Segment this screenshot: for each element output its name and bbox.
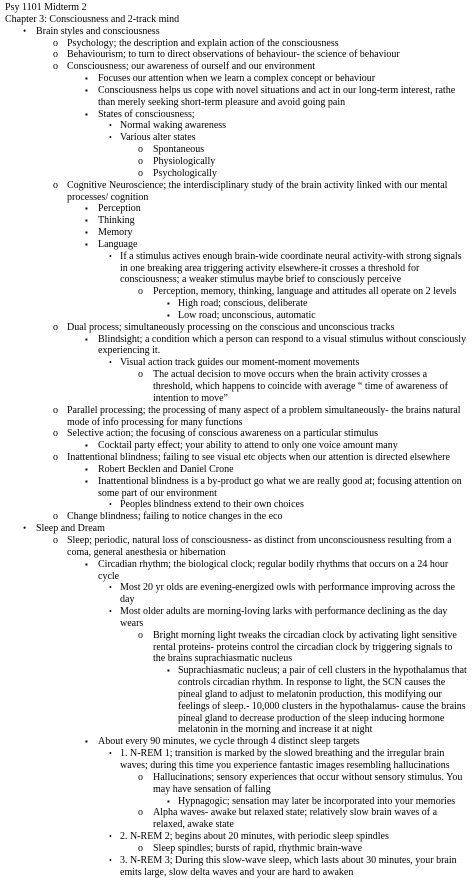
outline-item: [5, 476, 467, 500]
outline-item: [5, 405, 467, 429]
bullet-marker: ▪: [167, 299, 170, 309]
outline-item-text: About every 90 minutes, we cycle through 4 distinct sleep targets: [98, 736, 360, 748]
outline-item: [5, 535, 467, 559]
bullet-marker: ▪: [85, 737, 88, 747]
outline-item: [5, 49, 467, 61]
bullet-marker: •: [109, 832, 112, 842]
outline-item: [5, 855, 467, 878]
bullet-marker: •: [109, 583, 112, 593]
outline-item: [5, 85, 467, 109]
outline-item-text: Most older adults are morning-loving larks with performance declining as the day wears: [120, 606, 448, 629]
outline-item: [5, 26, 467, 38]
bullet-marker: •: [109, 749, 112, 759]
outline-item: [5, 227, 467, 239]
bullet-marker: o: [138, 167, 143, 179]
bullet-marker: •: [109, 607, 112, 617]
outline-item-text: 2. N-REM 2; begins about 20 minutes, with periodic sleep spindles: [120, 831, 389, 843]
outline-item-text: If a stimulus actives enough brain-wide coordinate neural activity-with strong signals in one breaking area triggering activity elsewhere-it crosses a threshold for consciousness; a weaker stimulus maybe brief to consciously perceive: [120, 250, 462, 286]
outline-item-text: 3. N-REM 3; During this slow-wave sleep, which lasts about 30 minutes, your brain emits large, slow delta waves and your are hard to awaken: [120, 854, 457, 878]
outline-item-text: High road; conscious, deliberate: [178, 298, 308, 310]
outline-item: [5, 215, 467, 227]
bullet-marker: o: [53, 452, 58, 464]
outline-item: [5, 428, 467, 440]
document-title: Psy 1101 Midterm 2: [5, 2, 87, 13]
outline-item: [5, 38, 467, 50]
bullet-marker: o: [138, 155, 143, 167]
outline-item: [5, 796, 467, 808]
bullet-marker: o: [53, 179, 58, 191]
outline-item: [5, 807, 467, 831]
outline-item-text: Change blindness; failing to notice changes in the eco: [67, 511, 283, 523]
bullet-marker: ▪: [85, 228, 88, 238]
bullet-marker: o: [53, 61, 58, 73]
outline-item-text: Memory: [98, 227, 133, 239]
outline-item: [5, 748, 467, 772]
outline-item-text: Physiologically: [153, 155, 216, 167]
outline-item: [5, 180, 467, 204]
bullet-marker: •: [109, 855, 112, 865]
outline-item: [5, 559, 467, 583]
outline-list: [5, 26, 467, 878]
outline-item-text: Sleep and Dream: [36, 523, 105, 535]
outline-item-text: Parallel processing; the processing of many aspect of a problem simultaneously- the brains natural mode of info processing for many functions: [67, 404, 461, 428]
outline-item: [5, 511, 467, 523]
bullet-marker: •: [109, 251, 112, 261]
outline-item-text: Dual process; simultaneously processing on the conscious and unconscious tracks: [67, 321, 395, 333]
outline-item-text: Consciousness; our awareness of ourself and our environment: [67, 61, 315, 73]
bullet-marker: •: [109, 358, 112, 368]
chapter-heading: Chapter 3: Consciousness and 2-track mind: [5, 13, 180, 25]
outline-item-text: Hallucinations; sensory experiences that occur without sensory stimulus. You may have sensation of falling: [153, 771, 463, 795]
outline-item-text: Cognitive Neuroscience; the interdisciplinary study of the brain activity linked with our mental processes/ cognition: [67, 179, 448, 203]
bullet-marker: o: [138, 286, 143, 298]
outline-item-text: 1. N-REM 1; transition is marked by the slowed breathing and the irregular brain waves; during this time you experience fantastic images resembling hallucinations: [120, 748, 450, 771]
outline-item-text: States of consciousness;: [98, 108, 195, 120]
outline-item: [5, 61, 467, 73]
bullet-marker: o: [53, 511, 58, 523]
outline-item-text: Inattentional blindness is a by-product go what we are really good at; focusing attention on some part of our environment: [98, 475, 462, 499]
outline-item: [5, 582, 467, 606]
outline-item-text: Sleep; periodic, natural loss of consciousness- as distinct from unconsciousness resulting from a coma, general anesthesia or hibernation: [67, 534, 452, 558]
outline-item: [5, 630, 467, 666]
bullet-marker: o: [53, 404, 58, 416]
bullet-marker: o: [138, 629, 143, 641]
bullet-marker: •: [23, 25, 27, 36]
bullet-marker: ▪: [85, 464, 88, 474]
bullet-marker: ▪: [85, 559, 88, 569]
outline-item-text: Language: [98, 238, 138, 250]
outline-item: [5, 322, 467, 334]
bullet-marker: o: [138, 771, 143, 783]
outline-item: [5, 464, 467, 476]
bullet-marker: o: [53, 49, 58, 61]
outline-item: [5, 239, 467, 251]
outline-item: [5, 310, 467, 322]
bullet-marker: o: [53, 428, 58, 440]
bullet-marker: ▪: [85, 334, 88, 344]
outline-item-text: Perception, memory, thinking, language and attitudes all operate on 2 levels: [153, 286, 457, 298]
outline-item: [5, 736, 467, 748]
outline-item: [5, 109, 467, 121]
bullet-marker: •: [109, 500, 112, 510]
outline-item: [5, 831, 467, 843]
bullet-marker: ▪: [85, 216, 88, 226]
outline-item-text: Brain styles and consciousness: [36, 25, 160, 37]
outline-item: [5, 144, 467, 156]
outline-item: [5, 665, 467, 736]
bullet-marker: ▪: [85, 441, 88, 451]
bullet-marker: •: [109, 133, 112, 143]
bullet-marker: o: [138, 842, 143, 854]
bullet-marker: ▪: [85, 204, 88, 214]
outline-item-text: Peoples blindness extend to their own choices: [120, 499, 304, 511]
outline-item-text: Thinking: [98, 215, 135, 227]
outline-item: [5, 168, 467, 180]
outline-item-text: Bright morning light tweaks the circadian clock by activating light sensitive rental proteins- proteins control the circadian clock by triggering signals to the brains suprachiasmatic nucleus: [153, 629, 457, 665]
outline-item: [5, 132, 467, 144]
outline-item: [5, 156, 467, 168]
bullet-marker: o: [138, 807, 143, 819]
outline-item: [5, 334, 467, 358]
outline-item-text: Selective action; the focusing of conscious awareness on a particular stimulus: [67, 428, 379, 440]
outline-item-text: Consciousness helps us cope with novel situations and act in our long-term interest, rathe than merely seeking short-term pleasure and avoid going pain: [98, 84, 456, 108]
bullet-marker: ▪: [167, 310, 170, 320]
outline-item-text: Sleep spindles; bursts of rapid, rhythmic brain-wave: [153, 842, 363, 854]
outline-item: [5, 499, 467, 511]
bullet-marker: o: [53, 321, 58, 333]
outline-item-text: Visual action track guides our moment-moment movements: [120, 357, 360, 369]
outline-item-text: Psychologically: [153, 167, 217, 179]
bullet-marker: ▪: [85, 239, 88, 249]
outline-item-text: Inattentional blindness; failing to see visual etc objects when our attention is directed elsewhere: [67, 452, 450, 464]
outline-item-text: Suprachiasmatic nucleus; a pair of cell clusters in the hypothalamus that controls circadian rhythm. In response to light, the SCN causes the pineal gland to adjust to melatonin production, this modifying our feelings of sleep.- 10,000 clusters in the hypothalamus- cause the brains pineal gland to decrease production of the sleep inducing hormone melatonin in the morning and increase it at night: [178, 665, 467, 736]
bullet-marker: ▪: [85, 476, 88, 486]
outline-item-text: Circadian rhythm; the biological clock; regular bodily rhythms that occurs on a 24 hour cycle: [98, 558, 449, 582]
outline-item: [5, 203, 467, 215]
outline-item-text: Behaviourism; to turn to direct observations of behaviour- the science of behaviour: [67, 49, 400, 61]
bullet-marker: ▪: [167, 666, 170, 676]
outline-item-text: Blindsight; a condition which a person can respond to a visual stimulus without consciously experiencing it.: [98, 333, 467, 357]
outline-item: [5, 452, 467, 464]
outline-item: [5, 440, 467, 452]
outline-item-text: Hypnagogic; sensation may later be incorporated into your memories: [178, 795, 456, 807]
outline-item-text: Low road; unconscious, automatic: [178, 309, 316, 321]
bullet-marker: •: [23, 523, 27, 534]
outline-item: [5, 772, 467, 796]
outline-item-text: Various alter states: [120, 132, 196, 144]
bullet-marker: ▪: [85, 85, 88, 95]
outline-item-text: Psychology; the description and explain action of the consciousness: [67, 37, 339, 49]
outline-item: [5, 120, 467, 132]
bullet-marker: o: [53, 534, 58, 546]
outline-item: [5, 523, 467, 535]
bullet-marker: ▪: [85, 74, 88, 84]
outline-item-text: Robert Becklen and Daniel Crone: [98, 463, 234, 475]
outline-item: [5, 251, 467, 287]
bullet-marker: o: [138, 369, 143, 381]
outline-item: [5, 369, 467, 405]
bullet-marker: ▪: [85, 109, 88, 119]
outline-item: [5, 286, 467, 298]
outline-item: [5, 606, 467, 630]
outline-item: [5, 298, 467, 310]
bullet-marker: o: [138, 144, 143, 156]
bullet-marker: •: [109, 121, 112, 131]
bullet-marker: o: [53, 37, 58, 49]
outline-item-text: Spontaneous: [153, 144, 205, 156]
document-page: [5, 2, 467, 878]
outline-item: [5, 73, 467, 85]
outline-item-text: Normal waking awareness: [120, 120, 227, 132]
outline-item: [5, 843, 467, 855]
outline-item: [5, 357, 467, 369]
outline-item-text: Cocktail party effect; your ability to attend to only one voice amount many: [98, 440, 398, 452]
outline-item-text: Alpha waves- awake but relaxed state; relatively slow brain waves of a relaxed, awake state: [153, 807, 438, 831]
outline-item-text: The actual decision to move occurs when the brain activity crosses a threshold, which happens to coincide with average “ time of awareness of intention to move”: [153, 369, 448, 404]
outline-item-text: Focuses our attention when we learn a complex concept or behaviour: [98, 73, 376, 85]
outline-item-text: Perception: [98, 203, 141, 215]
bullet-marker: ▪: [167, 796, 170, 806]
outline-item-text: Most 20 yr olds are evening-energized owls with performance improving across the day: [120, 582, 455, 606]
